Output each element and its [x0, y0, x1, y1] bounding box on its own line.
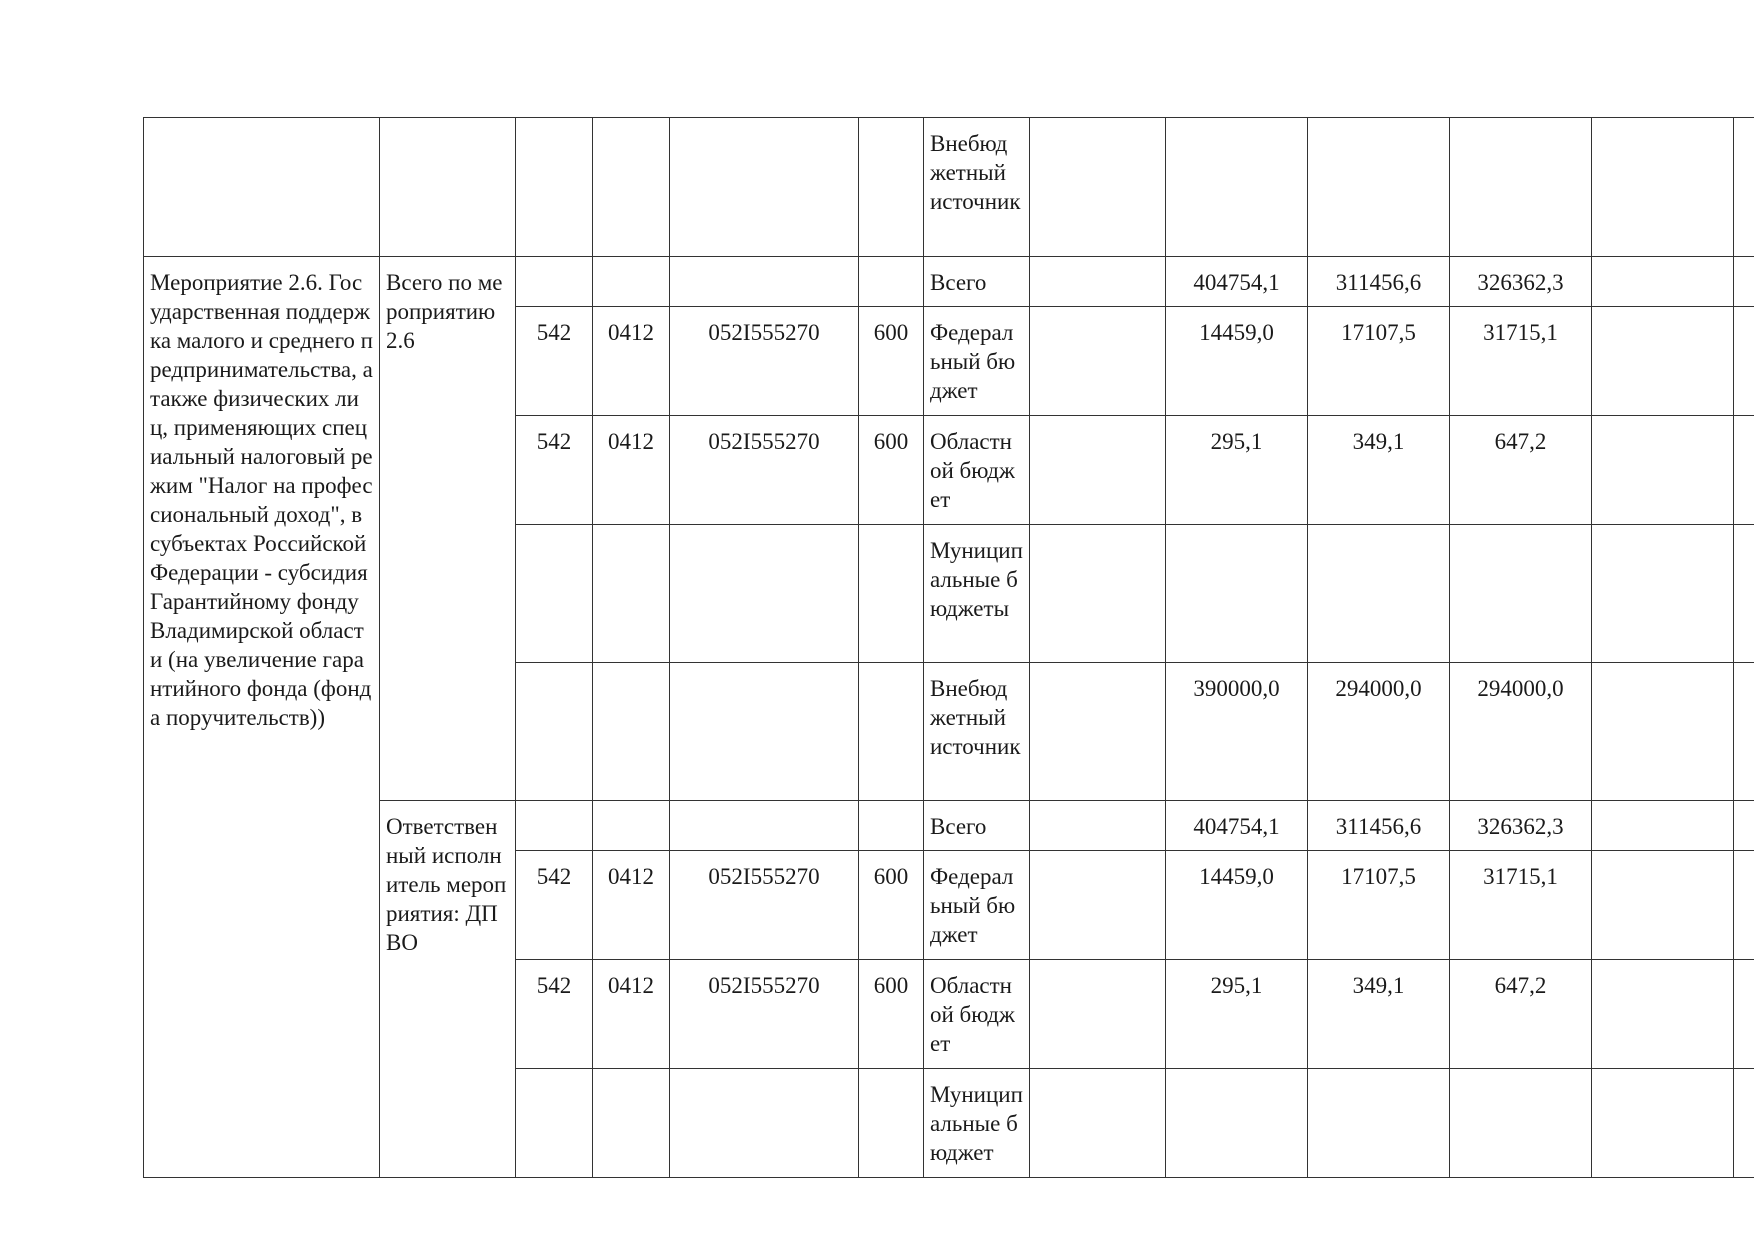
- empty-cell: [1592, 307, 1734, 416]
- empty-cell: [1030, 663, 1166, 801]
- funding-source-cell: Федеральный бюджет: [924, 851, 1030, 960]
- value-cell-2: 17107,5: [1308, 307, 1450, 416]
- value-cell-2: 349,1: [1308, 416, 1450, 525]
- value-cell-3: [1450, 525, 1592, 663]
- value-cell-1: 390000,0: [1166, 663, 1308, 801]
- empty-cell: [1030, 801, 1166, 851]
- value-cell-1: [1166, 525, 1308, 663]
- value-cell-1: 295,1: [1166, 416, 1308, 525]
- funding-source-cell: Внебюджетный источник: [924, 663, 1030, 801]
- activity-name-cell: Мероприятие 2.6. Государственная поддержка малого и среднего предпринимательства, а также физических лиц, применяющих специальный налоговый режим "Налог на профессиональный доход", в субъектах Российской Федерации - субсидия Гарантийному фонду Владимирской области (на увеличение гарантийного фонда (фонда поручительств)): [144, 257, 380, 1178]
- value-cell-3: 647,2: [1450, 416, 1592, 525]
- csr-code-cell: [670, 1069, 859, 1178]
- rzpr-code-cell: [593, 118, 670, 257]
- value-cell-3: [1450, 1069, 1592, 1178]
- empty-cell: [1734, 801, 1754, 851]
- table-row: [144, 118, 1754, 257]
- value-cell-1: [1166, 118, 1308, 257]
- vr-code-cell: [859, 663, 924, 801]
- empty-cell: [1030, 257, 1166, 307]
- grbs-code-cell: 542: [516, 851, 593, 960]
- empty-cell: [1592, 257, 1734, 307]
- grbs-code-cell: 542: [516, 960, 593, 1069]
- grbs-code-cell: [516, 257, 593, 307]
- csr-code-cell: [670, 525, 859, 663]
- value-cell-3: 326362,3: [1450, 801, 1592, 851]
- value-cell-2: 294000,0: [1308, 663, 1450, 801]
- value-cell-2: [1308, 1069, 1450, 1178]
- empty-cell: [1734, 118, 1754, 257]
- empty-cell: [1592, 525, 1734, 663]
- vr-code-cell: [859, 257, 924, 307]
- vr-code-cell: [859, 1069, 924, 1178]
- rzpr-code-cell: 0412: [593, 960, 670, 1069]
- value-cell-1: [1166, 1069, 1308, 1178]
- value-cell-2: 311456,6: [1308, 801, 1450, 851]
- csr-code-cell: 052I555270: [670, 416, 859, 525]
- csr-code-cell: [670, 118, 859, 257]
- empty-cell: [1734, 1069, 1754, 1178]
- grbs-code-cell: 542: [516, 307, 593, 416]
- grbs-code-cell: [516, 118, 593, 257]
- funding-source-cell: Внебюджетный источник: [924, 118, 1030, 257]
- value-cell-2: 311456,6: [1308, 257, 1450, 307]
- group-total-label-cell: Всего по мероприятию 2.6: [380, 257, 516, 801]
- value-cell-1: 14459,0: [1166, 851, 1308, 960]
- csr-code-cell: 052I555270: [670, 960, 859, 1069]
- vr-code-cell: [859, 525, 924, 663]
- empty-cell: [1592, 416, 1734, 525]
- vr-code-cell: [859, 801, 924, 851]
- csr-code-cell: [670, 663, 859, 801]
- activity-name-cell: [144, 118, 380, 257]
- csr-code-cell: 052I555270: [670, 851, 859, 960]
- rzpr-code-cell: [593, 257, 670, 307]
- funding-source-cell: Всего: [924, 801, 1030, 851]
- rzpr-code-cell: [593, 801, 670, 851]
- csr-code-cell: [670, 801, 859, 851]
- vr-code-cell: 600: [859, 416, 924, 525]
- empty-cell: [1592, 960, 1734, 1069]
- empty-cell: [1734, 960, 1754, 1069]
- empty-cell: [1592, 801, 1734, 851]
- value-cell-1: 14459,0: [1166, 307, 1308, 416]
- empty-cell: [1592, 118, 1734, 257]
- empty-cell: [1734, 851, 1754, 960]
- grbs-code-cell: [516, 1069, 593, 1178]
- grbs-code-cell: [516, 801, 593, 851]
- empty-cell: [1030, 851, 1166, 960]
- value-cell-2: [1308, 118, 1450, 257]
- value-cell-3: 31715,1: [1450, 851, 1592, 960]
- value-cell-3: 326362,3: [1450, 257, 1592, 307]
- value-cell-1: 404754,1: [1166, 801, 1308, 851]
- rzpr-code-cell: [593, 525, 670, 663]
- rzpr-code-cell: 0412: [593, 307, 670, 416]
- funding-source-cell: Муниципальные бюджет: [924, 1069, 1030, 1178]
- table-row: [144, 257, 1754, 307]
- value-cell-2: 17107,5: [1308, 851, 1450, 960]
- value-cell-1: 404754,1: [1166, 257, 1308, 307]
- grbs-code-cell: 542: [516, 416, 593, 525]
- empty-cell: [1592, 1069, 1734, 1178]
- grbs-code-cell: [516, 663, 593, 801]
- vr-code-cell: 600: [859, 960, 924, 1069]
- rzpr-code-cell: [593, 663, 670, 801]
- empty-cell: [1734, 525, 1754, 663]
- vr-code-cell: 600: [859, 307, 924, 416]
- funding-source-cell: Муниципальные бюджеты: [924, 525, 1030, 663]
- csr-code-cell: [670, 257, 859, 307]
- empty-cell: [1734, 663, 1754, 801]
- csr-code-cell: 052I555270: [670, 307, 859, 416]
- empty-cell: [1030, 118, 1166, 257]
- vr-code-cell: [859, 118, 924, 257]
- value-cell-3: 31715,1: [1450, 307, 1592, 416]
- table-row: [144, 801, 1754, 851]
- value-cell-1: 295,1: [1166, 960, 1308, 1069]
- empty-cell: [1030, 1069, 1166, 1178]
- value-cell-2: 349,1: [1308, 960, 1450, 1069]
- value-cell-3: [1450, 118, 1592, 257]
- empty-cell: [1030, 960, 1166, 1069]
- budget-table: [143, 117, 1754, 1178]
- empty-cell: [1030, 307, 1166, 416]
- rzpr-code-cell: [593, 1069, 670, 1178]
- funding-source-cell: Федеральный бюджет: [924, 307, 1030, 416]
- rzpr-code-cell: 0412: [593, 416, 670, 525]
- empty-cell: [1734, 257, 1754, 307]
- group-label-cell: [380, 118, 516, 257]
- funding-source-cell: Областной бюджет: [924, 960, 1030, 1069]
- funding-source-cell: Областной бюджет: [924, 416, 1030, 525]
- empty-cell: [1734, 416, 1754, 525]
- value-cell-3: 647,2: [1450, 960, 1592, 1069]
- group-executor-label-cell: Ответственный исполнитель мероприятия: ДП ВО: [380, 801, 516, 1178]
- empty-cell: [1030, 416, 1166, 525]
- empty-cell: [1592, 663, 1734, 801]
- rzpr-code-cell: 0412: [593, 851, 670, 960]
- empty-cell: [1734, 307, 1754, 416]
- value-cell-3: 294000,0: [1450, 663, 1592, 801]
- empty-cell: [1030, 525, 1166, 663]
- vr-code-cell: 600: [859, 851, 924, 960]
- empty-cell: [1592, 851, 1734, 960]
- funding-source-cell: Всего: [924, 257, 1030, 307]
- grbs-code-cell: [516, 525, 593, 663]
- value-cell-2: [1308, 525, 1450, 663]
